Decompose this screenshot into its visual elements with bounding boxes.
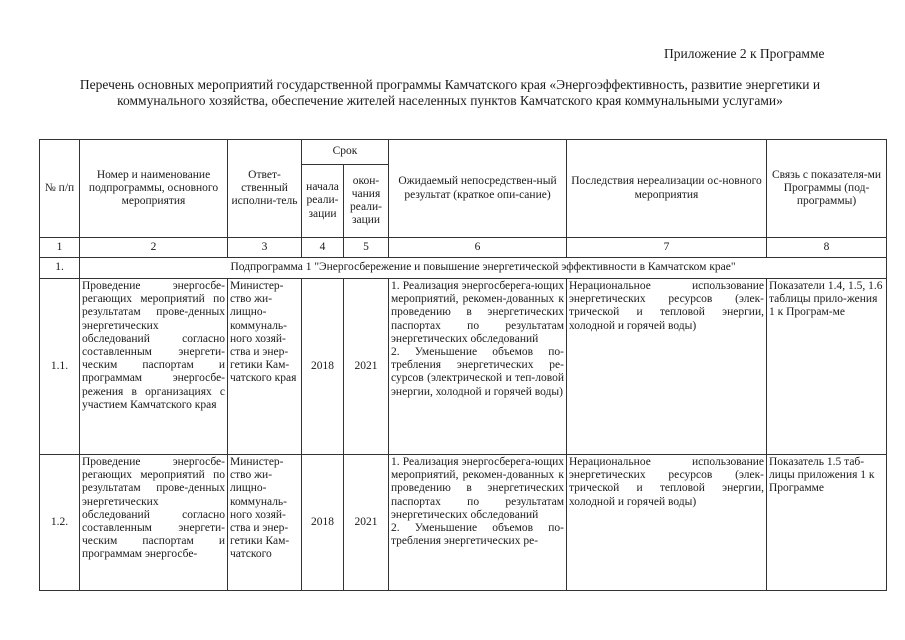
header-end: окон-чания реали-зации xyxy=(344,165,389,238)
row-end: 2021 xyxy=(344,455,389,591)
row-link: Показатель 1.5 таб-лицы приложения 1 к Программе xyxy=(767,455,887,591)
column-number: 3 xyxy=(228,238,302,258)
row-consequences: Нерациональное использование энергетических ресурсов (элек-трической и тепловой энергии, холодной и горячей воды) xyxy=(567,455,767,591)
column-number: 8 xyxy=(767,238,887,258)
column-number: 4 xyxy=(302,238,344,258)
measures-table xyxy=(39,139,887,591)
row-executor: Министер-ство жи-лищно-коммуналь-ного хозяй-ства и энер-гетики Кам-чатского края xyxy=(228,279,302,455)
column-numbers-row xyxy=(40,238,887,258)
row-num: 1.2. xyxy=(40,455,80,591)
row-consequences: Нерациональное использование энергетических ресурсов (элек-трической и тепловой энергии, холодной и горячей воды) xyxy=(567,279,767,455)
row-start: 2018 xyxy=(302,455,344,591)
row-result: 1. Реализация энергосберега-ющих мероприятий, рекомен-дованных к проведению в энергетических паспортах по результатам энергетических обследований 2. Уменьшение объемов по-требления энергетических ре- xyxy=(389,455,567,591)
header-row xyxy=(40,140,887,165)
subprogram-title: Подпрограмма 1 "Энергосбережение и повышение энергетической эффективности в Камчатском крае" xyxy=(80,258,887,279)
row-result: 1. Реализация энергосберега-ющих мероприятий, рекомен-дованных к проведению в энергетических паспортах по результатам энергетических обследований 2. Уменьшение объемов по-требления энергетических ре-сурсов (электрической и теп-ловой энергии, холодной и горячей воды) xyxy=(389,279,567,455)
column-number: 2 xyxy=(80,238,228,258)
header-result: Ожидаемый непосредствен-ный результат (краткое опи-сание) xyxy=(389,140,567,238)
row-name: Проведение энергосбе-регающих мероприятий по результатам прове-денных энергетических обследований согласно составленным энергети-ческим паспортам и программам энергосбе-режения в организациях с участием Камчатского края xyxy=(80,279,228,455)
appendix-label: Приложение 2 к Программе xyxy=(664,46,825,61)
row-executor: Министер-ство жи-лищно-коммуналь-ного хозяй-ства и энер-гетики Кам-чатского xyxy=(228,455,302,591)
header-name: Номер и наименование подпрограммы, основного мероприятия xyxy=(80,140,228,238)
table-row xyxy=(40,279,887,455)
header-executor: Ответ-ственный исполни-тель xyxy=(228,140,302,238)
subprogram-num: 1. xyxy=(40,258,80,279)
column-number: 5 xyxy=(344,238,389,258)
row-num: 1.1. xyxy=(40,279,80,455)
header-start: начала реали-зации xyxy=(302,165,344,238)
table-row xyxy=(40,455,887,591)
column-number: 6 xyxy=(389,238,567,258)
column-number: 1 xyxy=(40,238,80,258)
column-number: 7 xyxy=(567,238,767,258)
header-term: Срок xyxy=(302,140,389,165)
row-start: 2018 xyxy=(302,279,344,455)
row-end: 2021 xyxy=(344,279,389,455)
document-title: Перечень основных мероприятий государственной программы Камчатского края «Энергоэффективность, развитие энергетики и коммунального хозяйства, обеспечение жителей населенных пунктов Камчатского края коммунальными услугами» xyxy=(79,77,821,108)
row-name: Проведение энергосбе-регающих мероприятий по результатам прове-денных энергетических обследований согласно составленным энергети-ческим паспортам и программам энергосбе- xyxy=(80,455,228,591)
header-link: Связь с показателя-ми Программы (под-программы) xyxy=(767,140,887,238)
header-consequences: Последствия нереализации ос-новного мероприятия xyxy=(567,140,767,238)
row-link: Показатели 1.4, 1.5, 1.6 таблицы прило-жения 1 к Програм-ме xyxy=(767,279,887,455)
subprogram-row xyxy=(40,258,887,279)
header-num: № п/п xyxy=(40,140,80,238)
